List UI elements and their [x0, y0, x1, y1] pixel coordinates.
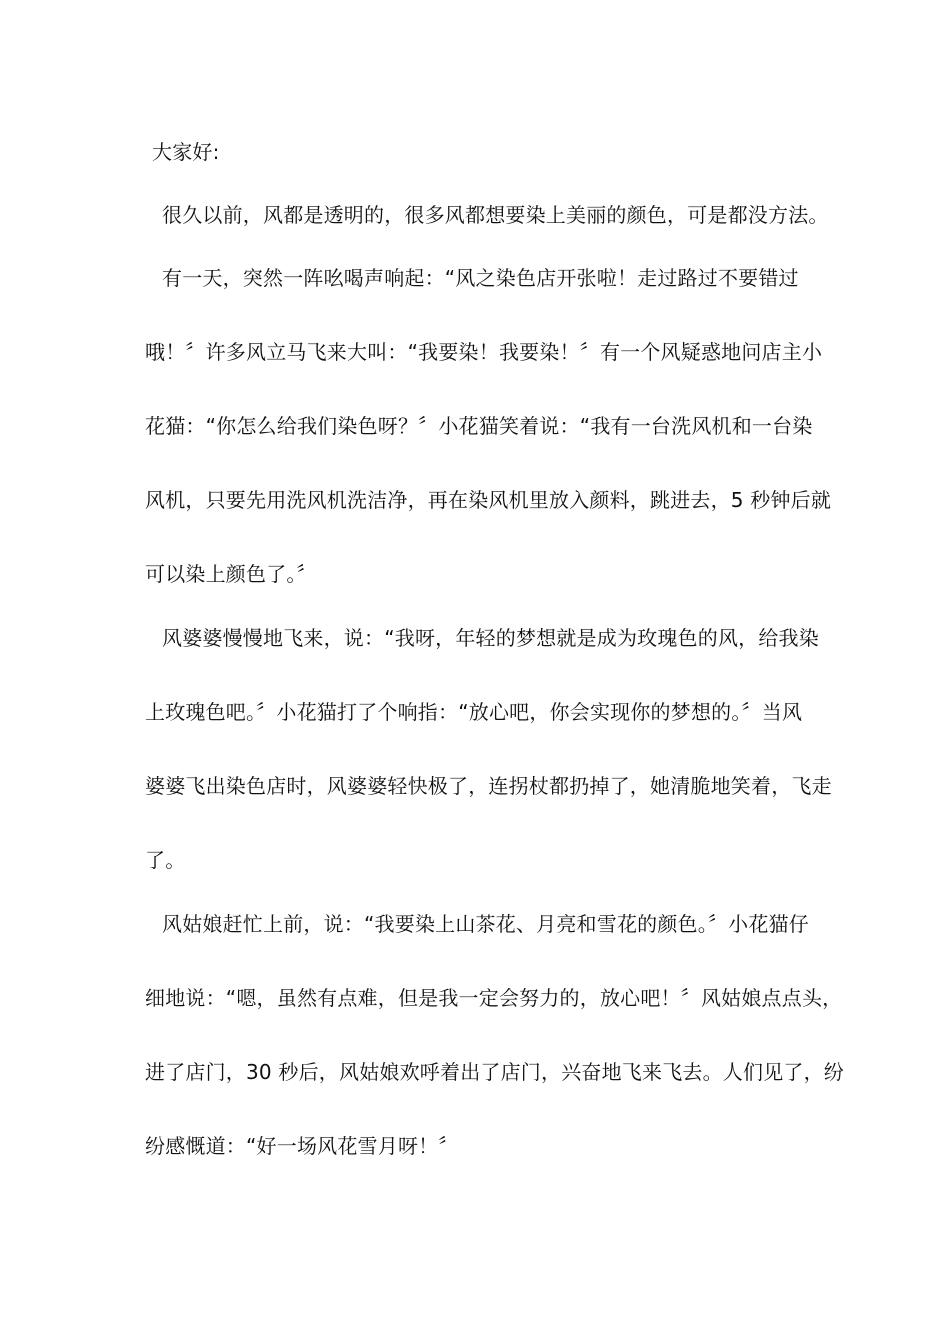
paragraph-line: 花猫：“你怎么给我们染色呀？〞小花猫笑着说：“我有一台洗风机和一台染 [145, 414, 813, 438]
paragraph-line: 上玫瑰色吧。〞小花猫打了个响指：“放心吧，你会实现你的梦想的。〞当风 [145, 700, 803, 724]
paragraph-line: 了。 [145, 848, 186, 872]
paragraph-line: 风姑娘赶忙上前，说：“我要染上山茶花、月亮和雪花的颜色。〞小花猫仔 [162, 912, 809, 936]
paragraph-line: 婆婆飞出染色店时，风婆婆轻快极了，连拐杖都扔掉了，她清脆地笑着，飞走 [145, 774, 832, 798]
greeting-line: 大家好: [152, 140, 220, 164]
paragraph-line: 可以染上颜色了。〞 [145, 562, 317, 586]
paragraph-line: 有一天，突然一阵吆喝声响起：“风之染色店开张啦！走过路过不要错过 [162, 266, 799, 290]
paragraph-line: 风婆婆慢慢地飞来，说：“我呀，年轻的梦想就是成为玫瑰色的风，给我染 [162, 626, 819, 650]
paragraph-line: 纷感慨道：“好一场风花雪月呀！〞 [145, 1134, 459, 1158]
paragraph-line: 很久以前，风都是透明的，很多风都想要染上美丽的颜色，可是都没方法。 [162, 203, 829, 227]
paragraph-line: 风机，只要先用洗风机洗洁净，再在染风机里放入颜料，跳进去，5 秒钟后就 [145, 488, 832, 512]
paragraph-line: 哦！〞许多风立马飞来大叫：“我要染！我要染！〞有一个风疑惑地问店主小 [145, 340, 823, 364]
paragraph-line: 进了店门，30 秒后，风姑娘欢呼着出了店门，兴奋地飞来飞去。人们见了，纷 [145, 1060, 845, 1084]
paragraph-line: 细地说：“嗯，虽然有点难，但是我一定会努力的，放心吧！〞风姑娘点点头， [145, 986, 843, 1010]
